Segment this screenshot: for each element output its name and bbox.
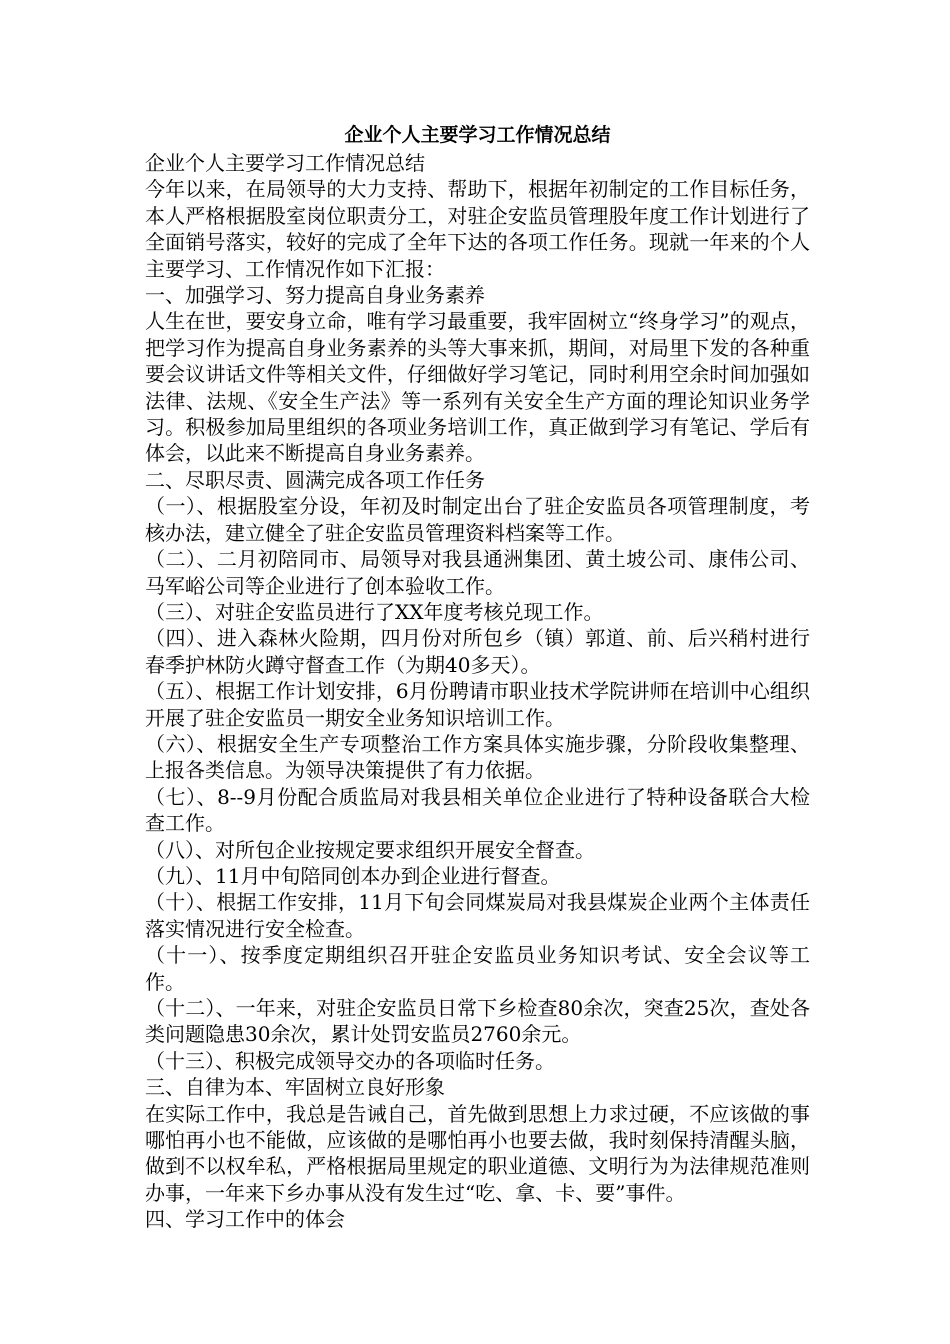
paragraph-intro: 今年以来，在局领导的大力支持、帮助下，根据年初制定的工作目标任务，本人严格根据股室岗位职责分工，对驻企安监员管理股年度工作计划进行了全面销号落实，较好的完成了全年下达的各项工作任务。现就一年来的个人主要学习、工作情况作如下汇报： [145, 177, 810, 281]
section-heading-4: 四、学习工作中的体会 [145, 1207, 345, 1232]
document-title: 企业个人主要学习工作情况总结 [344, 124, 611, 146]
paragraph-section-3: 在实际工作中，我总是告诫自己，首先做到思想上力求过硬，不应该做的事哪怕再小也不能做，应该做的是哪怕再小也要去做，我时刻保持清醒头脑，做到不以权牟私，严格根据局里规定的职业道德、文明行为为法律规范准则办事，一年来下乡办事从没有发生过“吃、拿、卡、要”事件。 [145, 1101, 810, 1205]
list-item-7: （七）、8--9月份配合质监局对我县相关单位企业进行了特种设备联合大检查工作。 [145, 784, 810, 836]
list-item-6: （六）、根据安全生产专项整治工作方案具体实施步骤，分阶段收集整理、上报各类信息。为领导决策提供了有力依据。 [145, 731, 810, 783]
section-heading-2: 二、尽职尽责、圆满完成各项工作任务 [145, 467, 485, 492]
list-item-1: （一）、根据股室分设，年初及时制定出台了驻企安监员各项管理制度，考核办法，建立健全了驻企安监员管理资料档案等工作。 [145, 494, 810, 545]
document-body [145, 150, 810, 1233]
list-item-2: （二）、二月初陪同市、局领导对我县通洲集团、黄土坡公司、康伟公司、马军峪公司等企业进行了创本验收工作。 [145, 547, 810, 598]
list-item-5: （五）、根据工作计划安排，6月份聘请市职业技术学院讲师在培训中心组织开展了驻企安监员一期安全业务知识培训工作。 [145, 679, 810, 730]
list-item-12: （十二）、一年来，对驻企安监员日常下乡检查80余次，突查25次，查处各类问题隐患30余次，累计处罚安监员2760余元。 [145, 996, 810, 1047]
list-item-8: （八）、对所包企业按规定要求组织开展安全督查。 [145, 837, 595, 862]
section-heading-3: 三、自律为本、牢固树立良好形象 [145, 1075, 445, 1100]
paragraph-section-1: 人生在世，要安身立命，唯有学习最重要，我牢固树立“终身学习”的观点，把学习作为提高自身业务素养的头等大事来抓，期间，对局里下发的各种重要会议讲话文件等相关文件，仔细做好学习笔记，同时利用空余时间加强如法律、法规、《安全生产法》等一系列有关安全生产方面的理论知识业务学习。积极参加局里组织的各项业务培训工作，真正做到学习有笔记、学后有体会，以此来不断提高自身业务素养。 [145, 309, 810, 466]
paragraph-subtitle: 企业个人主要学习工作情况总结 [145, 151, 425, 175]
list-item-10: （十）、根据工作安排，11月下旬会同煤炭局对我县煤炭企业两个主体责任落实情况进行安全检查。 [145, 890, 810, 941]
list-item-3: （三）、对驻企安监员进行了XX年度考核兑现工作。 [145, 599, 604, 624]
list-item-13: （十三）、积极完成领导交办的各项临时任务。 [145, 1048, 555, 1073]
section-heading-1: 一、加强学习、努力提高自身业务素养 [145, 283, 485, 308]
document-page [145, 120, 810, 1233]
list-item-9: （九）、11月中旬陪同创本办到企业进行督查。 [145, 863, 561, 888]
list-item-4: （四）、进入森林火险期，四月份对所包乡（镇）郭道、前、后兴稍村进行春季护林防火蹲守督查工作（为期40多天）。 [145, 626, 810, 677]
list-item-11: （十一）、按季度定期组织召开驻企安监员业务知识考试、安全会议等工作。 [145, 943, 810, 994]
